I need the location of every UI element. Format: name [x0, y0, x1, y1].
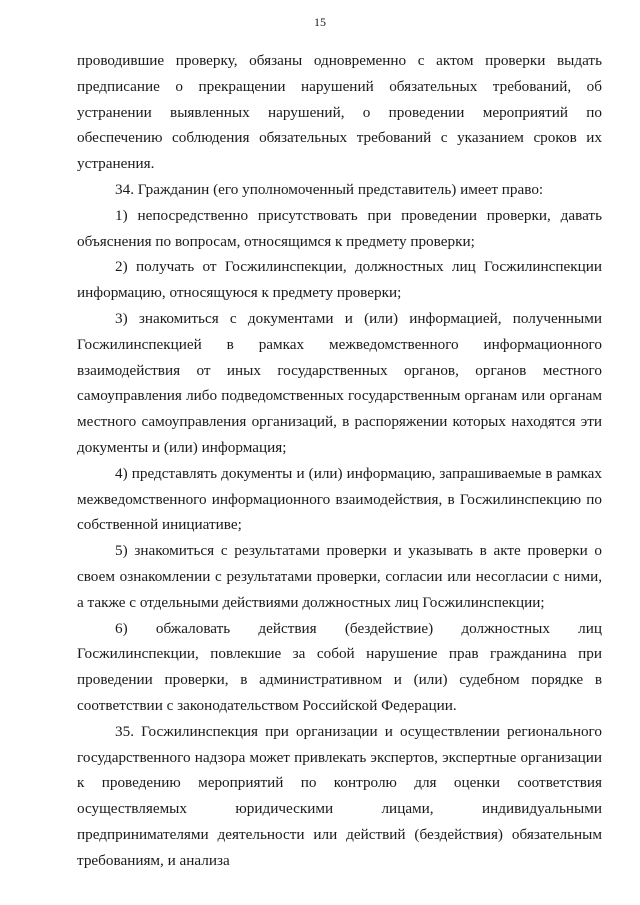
paragraph-subitem-2: 2) получать от Госжилинспекции, должностных лиц Госжилинспекции информацию, относящуюся к предмету проверки; [77, 258, 602, 302]
document-body [77, 48, 602, 874]
page-number: 15 [314, 15, 326, 29]
paragraph-item-34: 34. Гражданин (его уполномоченный представитель) имеет право: [115, 180, 544, 198]
paragraph-subitem-4: 4) представлять документы и (или) информацию, запрашиваемые в рамках межведомственного информационного взаимодействия, в Госжилинспекцию по собственной инициативе; [77, 464, 602, 534]
paragraph-item-35: 35. Госжилинспекция при организации и осуществлении регионального государственного надзора может привлекать экспертов, экспертные организации к проведению мероприятий по контролю для оценки соответствия осуществляемых юридическими лицами, индивидуальными предпринимателями деятельности или действий (бездействия) обязательным требованиям, и анализа [77, 722, 602, 869]
paragraph-continuation: проводившие проверку, обязаны одновременно с актом проверки выдать предписание о прекращении нарушений обязательных требований, об устранении выявленных нарушений, о проведении мероприятий по обеспечению соблюдения обязательных требований с указанием сроков их устранения. [77, 52, 602, 173]
paragraph-subitem-1: 1) непосредственно присутствовать при проведении проверки, давать объяснения по вопросам, относящимся к предмету проверки; [77, 206, 602, 250]
paragraph-subitem-3: 3) знакомиться с документами и (или) информацией, полученными Госжилинспекцией в рамках межведомственного информационного взаимодействия от иных государственных органов, органов местного самоуправления либо подведомственных государственным органам или органам местного самоуправления организаций, в распоряжении которых находятся эти документы и (или) информация; [77, 309, 602, 456]
paragraph-subitem-5: 5) знакомиться с результатами проверки и указывать в акте проверки о своем ознакомлении с результатами проверки, согласии или несогласии с ними, а также с отдельными действиями должностных лиц Госжилинспекции; [77, 542, 602, 611]
paragraph-subitem-6: 6) обжаловать действия (бездействие) должностных лиц Госжилинспекции, повлекшие за собой нарушение прав гражданина при проведении проверки, в административном и (или) судебном порядке в соответствии с законодательством Российской Федерации. [77, 619, 602, 714]
